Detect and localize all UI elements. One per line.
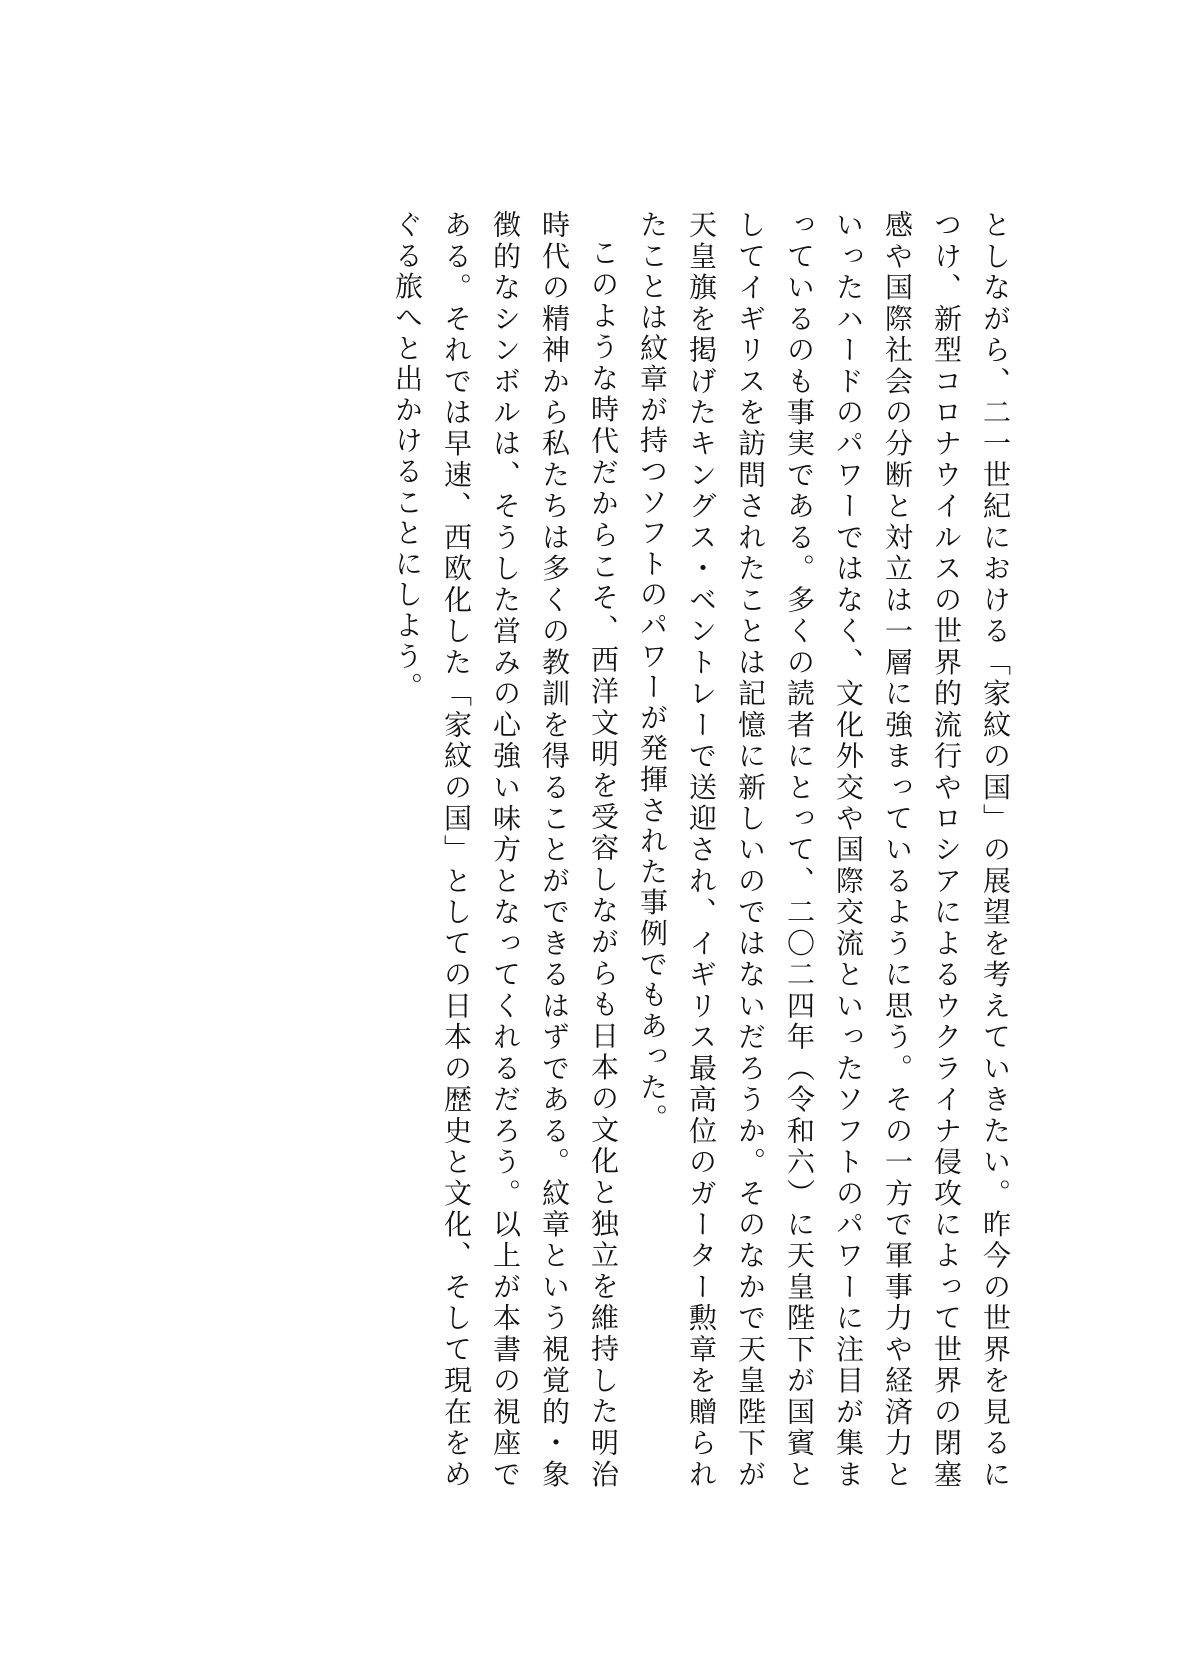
vertical-text-body xyxy=(383,210,1020,1490)
paragraph-1: としながら、二一世紀における「家紋の国」の展望を考えていきたい。昨今の世界を見るにつけ、新型コロナウイルスの世界的流行やロシアによるウクライナ侵攻によって世界の閉塞感や国際社会の分断と対立は一層に強まっているように思う。その一方で軍事力や経済力といったハードのパワーではなく、文化外交や国際交流といったソフトのパワーに注目が集まっているのも事実である。多くの読者にとって、二〇二四年（令和六）に天皇陛下が国賓としてイギリスを訪問されたことは記憶に新しいのではないだろうか。そのなかで天皇陛下が天皇旗を掲げたキングス・ベントレーで送迎され、イギリス最高位のガーター勲章を贈られたことは紋章が持つソフトのパワーが発揮された事例でもあった。 xyxy=(636,210,1012,1490)
paragraph-2: このような時代だからこそ、西洋文明を受容しながらも日本の文化と独立を維持した明治時代の精神から私たちは多くの教訓を得ることができるはずである。紋章という視覚的・象徴的なシンボルは、そうした営みの心強い味方となってくれるだろう。以上が本書の視座である。それでは早速、西欧化した「家紋の国」としての日本の歴史と文化、そして現在をめぐる旅へと出かけることにしよう。 xyxy=(391,210,620,1490)
